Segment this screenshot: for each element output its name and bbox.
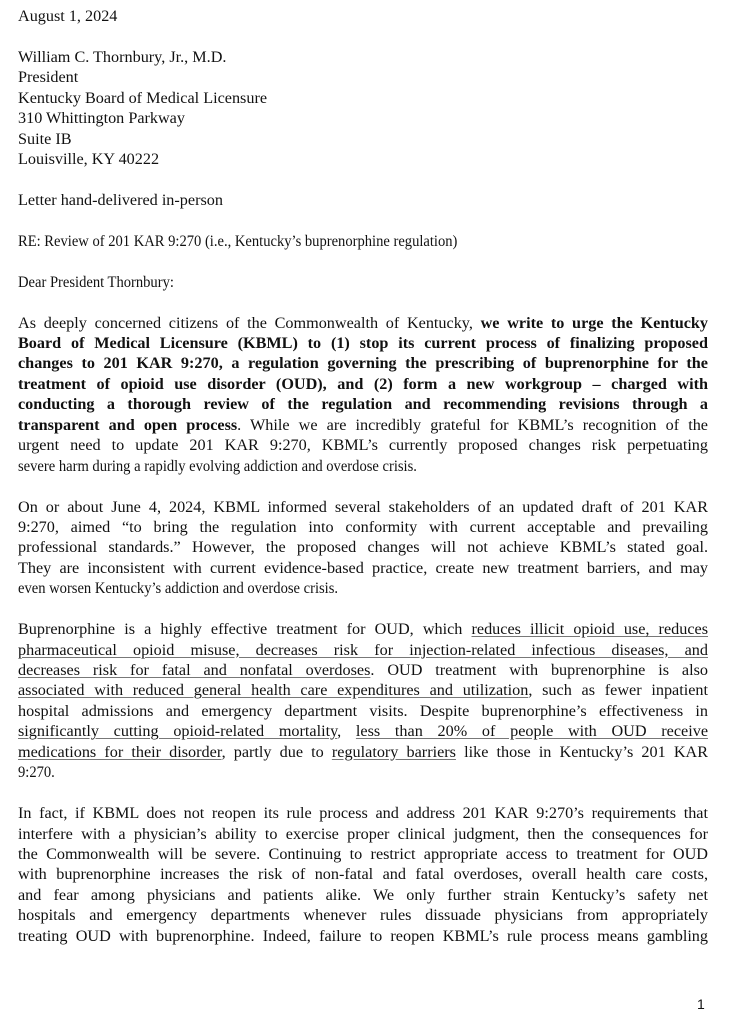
paragraph-line [18,803,708,823]
citation-link[interactable]: pharmaceutical opioid misuse, decreases risk for injection-related infectious diseases, and [18,640,708,659]
text-run: like those in Kentucky’s 201 KAR [455,742,708,761]
letter-date: August 1, 2024 [18,7,118,25]
text-run: urgent need to update 201 KAR 9:270, KBML’s currently proposed changes risk perpetuating [18,436,708,455]
recipient-block [18,47,708,170]
paragraph-line [18,864,708,884]
citation-link[interactable]: reduces illicit opioid use, reduces [471,620,708,639]
paragraph-line [18,374,708,394]
text-run: the Commonwealth will be severe. Continuing to restrict appropriate access to treatment for OUD [18,844,708,863]
paragraph-line [18,435,708,455]
paragraph-line [18,762,708,782]
paragraph-line [18,619,708,639]
paragraph-line [18,905,708,925]
citation-link[interactable]: less than 20% of people with OUD receive [355,722,708,741]
citation-link[interactable]: regulatory barriers [331,742,456,761]
text-run: They are inconsistent with current evidence-based practice, create new treatment barriers, and may [18,558,708,577]
delivery-note: Letter hand-delivered in-person [18,190,223,209]
salutation-text: Dear President Thornbury: [18,272,174,291]
subject-line [18,231,708,251]
paragraph-line [18,333,708,353]
paragraph-1 [18,313,708,477]
recipient-address-line1: 310 Whittington Parkway [18,109,185,128]
recipient-organization: Kentucky Board of Medical Licensure [18,88,268,107]
text-run: 9:270, aimed “to bring the regulation into conformity with current acceptable and prevailing [18,517,708,536]
paragraph-line [18,885,708,905]
salutation [18,272,708,292]
text-run: and fear among physicians and patients alike. We only further strain Kentucky’s safety net [18,885,708,904]
text-run: On or about June 4, 2024, KBML informed several stakeholders of an updated draft of 201 KAR [18,497,708,516]
bold-text-run: we write to urge the Kentucky [480,313,708,332]
text-run: Buprenorphine is a highly effective treatment for OUD, which [18,620,472,639]
bold-text-run: transparent and open process [18,415,238,434]
paragraph-line [18,558,708,578]
page-number: 1 [697,996,705,1012]
paragraph-line [18,415,708,435]
paragraph-line [18,926,708,946]
paragraph-line [18,353,708,373]
text-run: . OUD treatment with buprenorphine is also [370,661,708,679]
text-run: professional standards.” However, the proposed changes will not achieve KBML’s stated goal. [18,538,708,557]
bold-text-run: treatment of opioid use disorder (OUD), and (2) form a new workgroup – charged with [18,374,708,393]
text-run: , such as fewer inpatient [528,681,708,700]
paragraph-line [18,394,708,414]
text-run: , partly due to [221,742,332,761]
paragraph-4 [18,803,708,946]
text-run: severe harm during a rapidly evolving addiction and overdose crisis. [18,456,417,475]
text-run: As deeply concerned citizens of the Commonwealth of Kentucky, [18,313,473,332]
subject-text: RE: Review of 201 KAR 9:270 (i.e., Kentucky’s buprenorphine regulation) [18,231,458,250]
recipient-address-line2: Suite IB [18,129,72,148]
recipient-city-state-zip: Louisville, KY 40222 [18,150,160,169]
paragraph-line [18,313,708,333]
paragraph-3 [18,619,708,783]
text-run: hospitals and emergency departments whenever rules dissuade physicians from appropriately [18,906,708,925]
text-run: 9:270. [18,763,55,782]
citation-link[interactable]: associated with reduced general health care expenditures and utilization [18,681,529,700]
citation-link[interactable]: medications for their disorder [18,742,222,761]
citation-link[interactable]: significantly cutting opioid-related mortality [18,722,338,741]
letter-page [18,6,708,946]
text-run: . While we are incredibly grateful for KBML’s recognition of the [237,415,708,434]
text-run: hospital admissions and emergency department visits. Despite buprenorphine’s effectiveness in [18,701,708,720]
text-run: even worsen Kentucky’s addiction and overdose crisis. [18,579,339,598]
paragraph-line [18,680,708,700]
text-run: , [337,722,356,741]
paragraph-line [18,742,708,762]
paragraph-line [18,701,708,721]
paragraph-line [18,824,708,844]
citation-link[interactable]: decreases risk for fatal and nonfatal overdoses [18,661,371,679]
paragraph-line [18,640,708,660]
paragraph-line [18,660,708,680]
paragraph-line [18,721,708,741]
paragraph-2 [18,497,708,599]
bold-text-run: conducting a thorough review of the regulation and recommending revisions through a [18,395,708,414]
bold-text-run: changes to 201 KAR 9:270, a regulation governing the prescribing of buprenorphine for the [18,354,708,373]
text-run: interfere with a physician’s ability to exercise proper clinical judgment, then the consequences for [18,824,708,843]
paragraph-line [18,844,708,864]
text-run: treating OUD with buprenorphine. Indeed, failure to reopen KBML’s rule process means gambling [18,926,708,945]
text-run: with buprenorphine increases the risk of non-fatal and fatal overdoses, overall health care costs, [18,865,708,884]
bold-text-run: Board of Medical Licensure (KBML) to (1) stop its current process of finalizing proposed [18,334,708,352]
paragraph-line [18,497,708,517]
paragraph-line [18,578,708,598]
paragraph-line [18,456,708,476]
recipient-name: William C. Thornbury, Jr., M.D. [18,47,227,66]
text-run: In fact, if KBML does not reopen its rule process and address 201 KAR 9:270’s requirements that [18,804,708,823]
recipient-title: President [18,68,79,87]
paragraph-line [18,537,708,557]
paragraph-line [18,517,708,537]
